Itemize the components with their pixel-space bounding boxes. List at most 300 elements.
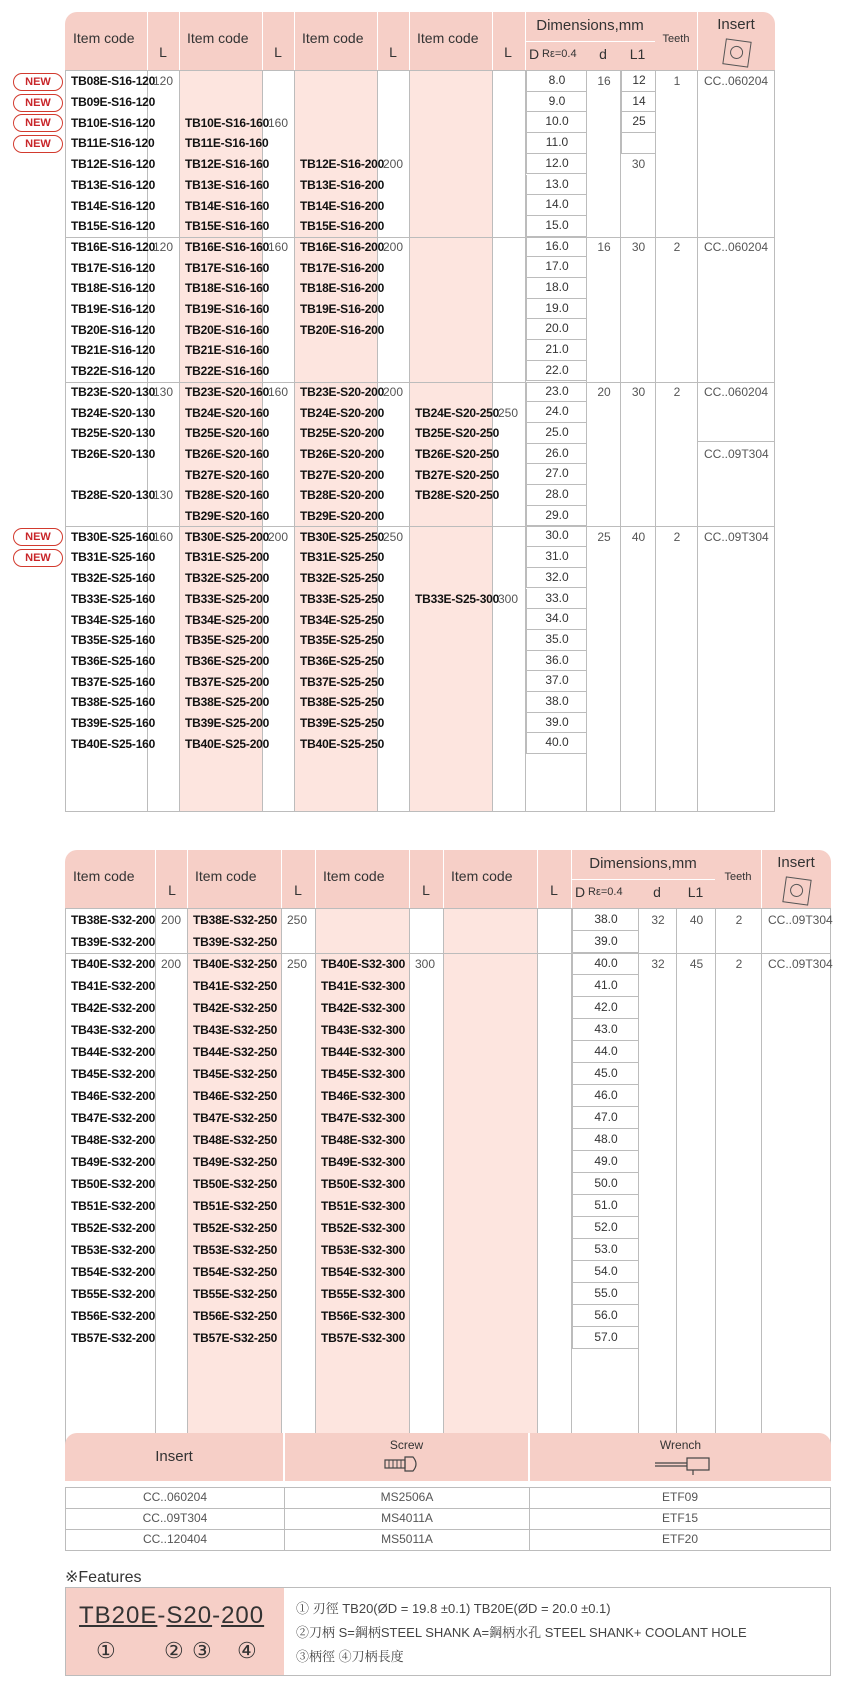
item-code: TB18E-S16-200 [300, 281, 385, 296]
feature-line-3: ③柄徑 ④刀柄長度 [296, 1649, 404, 1664]
item-code: TB33E-S25-250 [300, 591, 385, 606]
table1-header-d: d [599, 46, 607, 62]
diameter-value: 56.0 [572, 1305, 639, 1327]
item-code: TB47E-S32-200 [71, 1111, 156, 1125]
item-code: TB38E-S25-160 [71, 695, 156, 710]
new-badge: NEW [13, 135, 63, 153]
item-code: TB46E-S32-250 [193, 1089, 278, 1103]
diameter-value: 13.0 [526, 175, 587, 196]
grid-column-line [187, 909, 188, 1447]
diameter-value: 40.0 [526, 733, 587, 754]
insert-code: CC..060204 [704, 384, 769, 399]
item-code: TB28E-S20-160 [185, 488, 270, 503]
new-badge: NEW [13, 73, 63, 91]
l-label: L [168, 882, 176, 898]
item-code: TB57E-S32-250 [193, 1331, 278, 1345]
code-part-length: 200 [221, 1602, 265, 1629]
item-code: TB40E-S25-160 [71, 736, 156, 751]
item-code: TB49E-S32-250 [193, 1155, 278, 1169]
grid-column-line [179, 71, 180, 811]
l1-value: 14 [621, 92, 656, 113]
diameter-value: 39.0 [572, 931, 639, 953]
l-value: 200 [268, 529, 289, 544]
item-code: TB52E-S32-250 [193, 1221, 278, 1235]
item-code: TB42E-S32-300 [321, 1001, 406, 1015]
item-code: TB35E-S25-160 [71, 633, 156, 648]
item-code: TB24E-S20-250 [415, 405, 500, 420]
item-code: TB38E-S32-200 [71, 913, 156, 927]
diameter-value: 38.0 [526, 692, 587, 713]
diameter-value: 46.0 [572, 1085, 639, 1107]
l-value: 200 [383, 384, 404, 399]
item-code: TB47E-S32-300 [321, 1111, 406, 1125]
l-value: 160 [268, 239, 289, 254]
item-code: TB28E-S20-130 [71, 488, 156, 503]
shank-diameter: 32 [651, 913, 665, 927]
item-code: TB45E-S32-200 [71, 1067, 156, 1081]
grid-column-line [281, 909, 282, 1447]
item-code: TB28E-S20-200 [300, 488, 385, 503]
item-code: TB15E-S16-160 [185, 219, 270, 234]
item-code: TB34E-S25-160 [71, 612, 156, 627]
item-code: TB40E-S32-200 [71, 957, 156, 971]
item-code: TB17E-S16-120 [71, 260, 156, 275]
l-value: 300 [415, 957, 436, 971]
pink-column [444, 909, 538, 1447]
parts-rows [65, 1487, 831, 1551]
teeth-count: 2 [673, 239, 681, 254]
table1-header-item-code-2 [179, 12, 262, 70]
l-value: 160 [268, 115, 289, 130]
item-code: TB56E-S32-250 [193, 1309, 278, 1323]
item-code: TB27E-S20-160 [185, 467, 270, 482]
item-code: TB25E-S20-130 [71, 426, 156, 441]
item-code: TB44E-S32-200 [71, 1045, 156, 1059]
item-code: TB26E-S20-200 [300, 446, 385, 461]
item-code: TB52E-S32-200 [71, 1221, 156, 1235]
diameter-value: 47.0 [572, 1107, 639, 1129]
table1-body [65, 70, 775, 812]
l-value: 130 [153, 384, 174, 399]
l1-value: 12 [621, 71, 656, 92]
table2-header-item-code-4 [443, 850, 537, 908]
item-code: TB57E-S32-200 [71, 1331, 156, 1345]
l-label: L [274, 44, 282, 60]
grid-column-line [315, 909, 316, 1447]
item-code: TB29E-S20-160 [185, 509, 270, 524]
item-code: TB51E-S32-200 [71, 1199, 156, 1213]
diameter-value: 48.0 [572, 1129, 639, 1151]
new-badge: NEW [13, 528, 63, 546]
item-code: TB22E-S16-160 [185, 364, 270, 379]
diameter-value: 57.0 [572, 1327, 639, 1349]
screw-icon [383, 1454, 423, 1474]
item-code: TB36E-S25-200 [185, 653, 270, 668]
item-code: TB26E-S20-160 [185, 446, 270, 461]
diameter-value: 53.0 [572, 1239, 639, 1261]
insert-shape-icon [722, 38, 751, 67]
parts-insert-code: CC..09T304 [142, 1511, 208, 1525]
diameter-value: 19.0 [526, 299, 587, 320]
item-code: TB34E-S25-200 [185, 612, 270, 627]
item-code-label: Item code [417, 30, 479, 46]
item-code: TB42E-S32-200 [71, 1001, 156, 1015]
insert-code: CC..09T304 [704, 529, 769, 544]
item-code: TB30E-S25-200 [185, 529, 270, 544]
diameter-value: 30.0 [526, 526, 587, 547]
item-code: TB33E-S25-160 [71, 591, 156, 606]
item-code: TB09E-S16-120 [71, 95, 156, 110]
code-sep-2: - [212, 1602, 222, 1629]
item-code: TB23E-S20-160 [185, 384, 270, 399]
item-code: TB17E-S16-200 [300, 260, 385, 275]
teeth-count: 2 [673, 529, 681, 544]
l-value: 120 [153, 74, 174, 89]
diameter-value: 42.0 [572, 997, 639, 1019]
item-code: TB37E-S25-160 [71, 674, 156, 689]
diameter-value: 16.0 [526, 237, 587, 258]
diameter-value: 52.0 [572, 1217, 639, 1239]
item-code: TB52E-S32-300 [321, 1221, 406, 1235]
shank-diameter: 25 [597, 529, 611, 544]
table2-header-D: D [575, 884, 586, 900]
item-code: TB17E-S16-160 [185, 260, 270, 275]
table1-header-item-code-4 [409, 12, 492, 70]
l-value: 250 [287, 957, 308, 971]
table2-header-l-2 [281, 850, 315, 908]
item-code: TB30E-S25-250 [300, 529, 385, 544]
table1-header-dim-rule [525, 41, 655, 42]
item-code-label: Item code [323, 868, 385, 884]
grid-column-line [409, 71, 410, 811]
table1-header-l-2 [262, 12, 294, 70]
parts-screw-code: MS5011A [381, 1532, 433, 1546]
item-code: TB50E-S32-300 [321, 1177, 406, 1191]
item-code: TB13E-S16-200 [300, 177, 385, 192]
shank-diameter: 20 [597, 384, 611, 399]
item-code: TB14E-S16-160 [185, 198, 270, 213]
item-code: TB24E-S20-160 [185, 405, 270, 420]
item-code: TB45E-S32-300 [321, 1067, 406, 1081]
diameter-value: 39.0 [526, 713, 587, 734]
l1-value: 30 [631, 239, 646, 254]
table1-header-insert: Insert [717, 16, 755, 33]
l-label: L [422, 882, 430, 898]
item-code: TB18E-S16-160 [185, 281, 270, 296]
table1-header-l-4 [492, 12, 524, 70]
item-code: TB23E-S20-200 [300, 384, 385, 399]
item-code: TB48E-S32-250 [193, 1133, 278, 1147]
grid-column-line [443, 909, 444, 1447]
item-code: TB32E-S25-250 [300, 571, 385, 586]
l-label: L [504, 44, 512, 60]
diameter-value: 18.0 [526, 278, 587, 299]
table1-header-reps: Rε=0.4 [542, 48, 577, 60]
shank-diameter: 32 [651, 957, 665, 971]
item-code: TB41E-S32-250 [193, 979, 278, 993]
item-code: TB55E-S32-300 [321, 1287, 406, 1301]
diameter-value: 33.0 [526, 589, 587, 610]
item-code: TB38E-S25-250 [300, 695, 385, 710]
table2-header-item-code-3 [315, 850, 409, 908]
diameter-value: 43.0 [572, 1019, 639, 1041]
item-code: TB10E-S16-160 [185, 115, 270, 130]
item-code: TB22E-S16-120 [71, 364, 156, 379]
item-code: TB57E-S32-300 [321, 1331, 406, 1345]
grid-column-line [155, 909, 156, 1447]
insert-code: CC..060204 [704, 239, 769, 254]
item-code: TB11E-S16-160 [185, 136, 269, 151]
item-code: TB21E-S16-160 [185, 343, 270, 358]
item-code: TB27E-S20-200 [300, 467, 385, 482]
parts-wrench-code: ETF15 [661, 1511, 698, 1525]
table2-header-dimensions: Dimensions,mm [589, 855, 697, 872]
grid-column-line [294, 71, 295, 811]
code-num-4: ④ [237, 1638, 257, 1663]
parts-wrench-code: ETF09 [661, 1490, 698, 1504]
diameter-value: 54.0 [572, 1261, 639, 1283]
item-code: TB48E-S32-200 [71, 1133, 156, 1147]
item-code: TB39E-S25-200 [185, 716, 270, 731]
diameter-value: 27.0 [526, 464, 587, 485]
item-code-label: Item code [187, 30, 249, 46]
item-code: TB11E-S16-120 [71, 136, 155, 151]
item-code-label: Item code [451, 868, 513, 884]
item-code: TB43E-S32-250 [193, 1023, 278, 1037]
diameter-value: 22.0 [526, 361, 587, 382]
item-code: TB25E-S20-250 [415, 426, 500, 441]
diameter-value: 10.0 [526, 112, 587, 133]
item-code: TB48E-S32-300 [321, 1133, 406, 1147]
item-code: TB51E-S32-250 [193, 1199, 278, 1213]
table2-header-l-4 [537, 850, 571, 908]
item-code: TB20E-S16-160 [185, 322, 270, 337]
parts-row [66, 1488, 830, 1508]
wrench-icon [653, 1454, 713, 1476]
parts-screw-code: MS4011A [381, 1511, 433, 1525]
grid-column-line [655, 71, 656, 811]
l-value: 200 [161, 913, 182, 927]
item-code: TB40E-S25-250 [300, 736, 385, 751]
item-code: TB39E-S25-250 [300, 716, 385, 731]
l1-value: 25 [621, 112, 656, 133]
parts-insert-code: CC..120404 [142, 1532, 208, 1546]
table2-header-item-code-1 [65, 850, 155, 908]
item-code: TB46E-S32-200 [71, 1089, 156, 1103]
item-code: TB38E-S25-200 [185, 695, 270, 710]
diameter-value: 14.0 [526, 195, 587, 216]
l-value: 160 [268, 384, 289, 399]
features-title: ※Features [65, 1569, 142, 1586]
table2-body [65, 908, 831, 1448]
parts-wrench-code: ETF20 [661, 1532, 698, 1546]
feature-line-2: ②刀柄 S=鋼柄STEEL SHANK A=鋼柄水孔 STEEL SHANK+ COOLANT HOLE [296, 1625, 747, 1640]
item-code: TB15E-S16-200 [300, 219, 385, 234]
item-code: TB47E-S32-250 [193, 1111, 278, 1125]
diameter-value: 15.0 [526, 216, 587, 237]
table2-header-l-3 [409, 850, 443, 908]
item-code: TB23E-S20-130 [71, 384, 156, 399]
item-code: TB24E-S20-130 [71, 405, 156, 420]
item-code: TB13E-S16-120 [71, 177, 156, 192]
item-code: TB14E-S16-200 [300, 198, 385, 213]
item-code: TB40E-S32-250 [193, 957, 278, 971]
table1-header-item-code-1 [65, 12, 147, 70]
item-code: TB32E-S25-160 [71, 571, 156, 586]
item-code: TB42E-S32-250 [193, 1001, 278, 1015]
diameter-value: 25.0 [526, 423, 587, 444]
diameter-value: 8.0 [526, 71, 587, 92]
item-code: TB36E-S25-250 [300, 653, 385, 668]
item-code: TB18E-S16-120 [71, 281, 156, 296]
l-value: 250 [287, 913, 308, 927]
table2-header-l-1 [155, 850, 189, 908]
diameter-value: 28.0 [526, 485, 587, 506]
diameter-value: 40.0 [572, 953, 639, 975]
diameter-value: 9.0 [526, 92, 587, 113]
table1-header [65, 12, 775, 70]
item-code: TB40E-S25-200 [185, 736, 270, 751]
l-value: 120 [153, 239, 174, 254]
parts-screw-header: Screw [389, 1438, 424, 1452]
item-code: TB55E-S32-200 [71, 1287, 156, 1301]
table1-header-dimensions: Dimensions,mm [536, 17, 644, 34]
insert-code: CC..09T304 [704, 446, 769, 461]
item-code: TB39E-S32-250 [193, 935, 278, 949]
table2-header [65, 850, 831, 908]
l-value: 200 [383, 157, 404, 172]
item-code: TB34E-S25-250 [300, 612, 385, 627]
code-num-2: ② [164, 1638, 184, 1663]
item-code: TB54E-S32-200 [71, 1265, 156, 1279]
item-code: TB12E-S16-160 [185, 157, 270, 172]
code-num-3: ③ [192, 1638, 212, 1663]
item-code: TB44E-S32-300 [321, 1045, 406, 1059]
diameter-value: 51.0 [572, 1195, 639, 1217]
item-code: TB30E-S25-160 [71, 529, 156, 544]
item-code: TB40E-S32-300 [321, 957, 406, 971]
item-code: TB12E-S16-120 [71, 157, 156, 172]
item-code: TB20E-S16-120 [71, 322, 156, 337]
table2-header-dim-rule [571, 879, 715, 880]
diameter-value: 11.0 [526, 133, 587, 154]
item-code: TB32E-S25-200 [185, 571, 270, 586]
item-code: TB21E-S16-120 [71, 343, 156, 358]
l-label: L [159, 44, 167, 60]
item-code: TB39E-S32-200 [71, 935, 156, 949]
item-code: TB24E-S20-200 [300, 405, 385, 420]
parts-table [65, 1433, 831, 1558]
item-code: TB36E-S25-160 [71, 653, 156, 668]
item-code: TB19E-S16-160 [185, 302, 270, 317]
new-badge: NEW [13, 549, 63, 567]
l-value: 200 [383, 239, 404, 254]
item-code: TB26E-S20-130 [71, 446, 156, 461]
item-code: TB16E-S16-120 [71, 239, 156, 254]
item-code: TB28E-S20-250 [415, 488, 500, 503]
item-code: TB49E-S32-200 [71, 1155, 156, 1169]
item-code: TB56E-S32-200 [71, 1309, 156, 1323]
item-code: TB19E-S16-120 [71, 302, 156, 317]
teeth-count: 1 [673, 74, 681, 89]
table1-header-D: D [529, 46, 540, 62]
item-code: TB12E-S16-200 [300, 157, 385, 172]
item-code: TB39E-S25-160 [71, 716, 156, 731]
item-code: TB20E-S16-200 [300, 322, 385, 337]
item-code: TB10E-S16-120 [71, 115, 156, 130]
diameter-value: 26.0 [526, 444, 587, 465]
table2-header-reps: Rε=0.4 [588, 886, 623, 898]
item-code: TB08E-S16-120 [71, 74, 156, 89]
insert-separator [698, 441, 774, 442]
code-part-shank: S20 [166, 1602, 213, 1629]
parts-wrench-header: Wrench [659, 1438, 702, 1452]
item-code: TB41E-S32-300 [321, 979, 406, 993]
item-code: TB53E-S32-300 [321, 1243, 406, 1257]
teeth-count: 2 [735, 957, 743, 971]
diameter-value: 32.0 [526, 568, 587, 589]
l-value: 250 [498, 405, 519, 420]
l1-value: 45 [689, 957, 704, 971]
features-code-panel [66, 1588, 284, 1675]
diameter-value: 41.0 [572, 975, 639, 997]
diameter-value: 21.0 [526, 340, 587, 361]
item-code-label: Item code [195, 868, 257, 884]
item-code: TB37E-S25-250 [300, 674, 385, 689]
item-code: TB35E-S25-250 [300, 633, 385, 648]
diameter-value: 23.0 [526, 382, 587, 403]
table1-header-l-3 [377, 12, 409, 70]
item-code: TB37E-S25-200 [185, 674, 270, 689]
table1-header-teeth: Teeth [662, 33, 690, 45]
item-code: TB43E-S32-200 [71, 1023, 156, 1037]
item-code: TB50E-S32-250 [193, 1177, 278, 1191]
diameter-value: 45.0 [572, 1063, 639, 1085]
grid-column-line [715, 909, 716, 1447]
code-sep-1: - [157, 1602, 167, 1629]
insert-code: CC..09T304 [768, 913, 833, 927]
item-code: TB27E-S20-250 [415, 467, 500, 482]
diameter-value: 35.0 [526, 630, 587, 651]
item-code: TB16E-S16-200 [300, 239, 385, 254]
l-value: 200 [161, 957, 182, 971]
table2-header-insert: Insert [777, 854, 815, 871]
item-code: TB19E-S16-200 [300, 302, 385, 317]
diameter-value: 55.0 [572, 1283, 639, 1305]
teeth-count: 2 [673, 384, 681, 399]
parts-row [66, 1529, 830, 1550]
l-value: 160 [153, 529, 174, 544]
item-code: TB35E-S25-200 [185, 633, 270, 648]
diameter-value: 38.0 [572, 909, 639, 931]
teeth-count: 2 [735, 913, 743, 927]
table2-header-d: d [653, 884, 661, 900]
item-code-label: Item code [73, 30, 135, 46]
item-code: TB55E-S32-250 [193, 1287, 278, 1301]
parts-insert-header: Insert [155, 1448, 193, 1465]
item-code: TB53E-S32-200 [71, 1243, 156, 1257]
l1-value: 30 [631, 384, 646, 399]
l-value: 250 [383, 529, 404, 544]
l1-value [621, 133, 656, 154]
l1-value: 30 [631, 157, 646, 172]
diameter-value: 20.0 [526, 319, 587, 340]
table1-header-item-code-3 [294, 12, 377, 70]
item-code: TB54E-S32-300 [321, 1265, 406, 1279]
diameter-value: 31.0 [526, 547, 587, 568]
insert-code: CC..09T304 [768, 957, 833, 971]
diameter-value: 37.0 [526, 671, 587, 692]
